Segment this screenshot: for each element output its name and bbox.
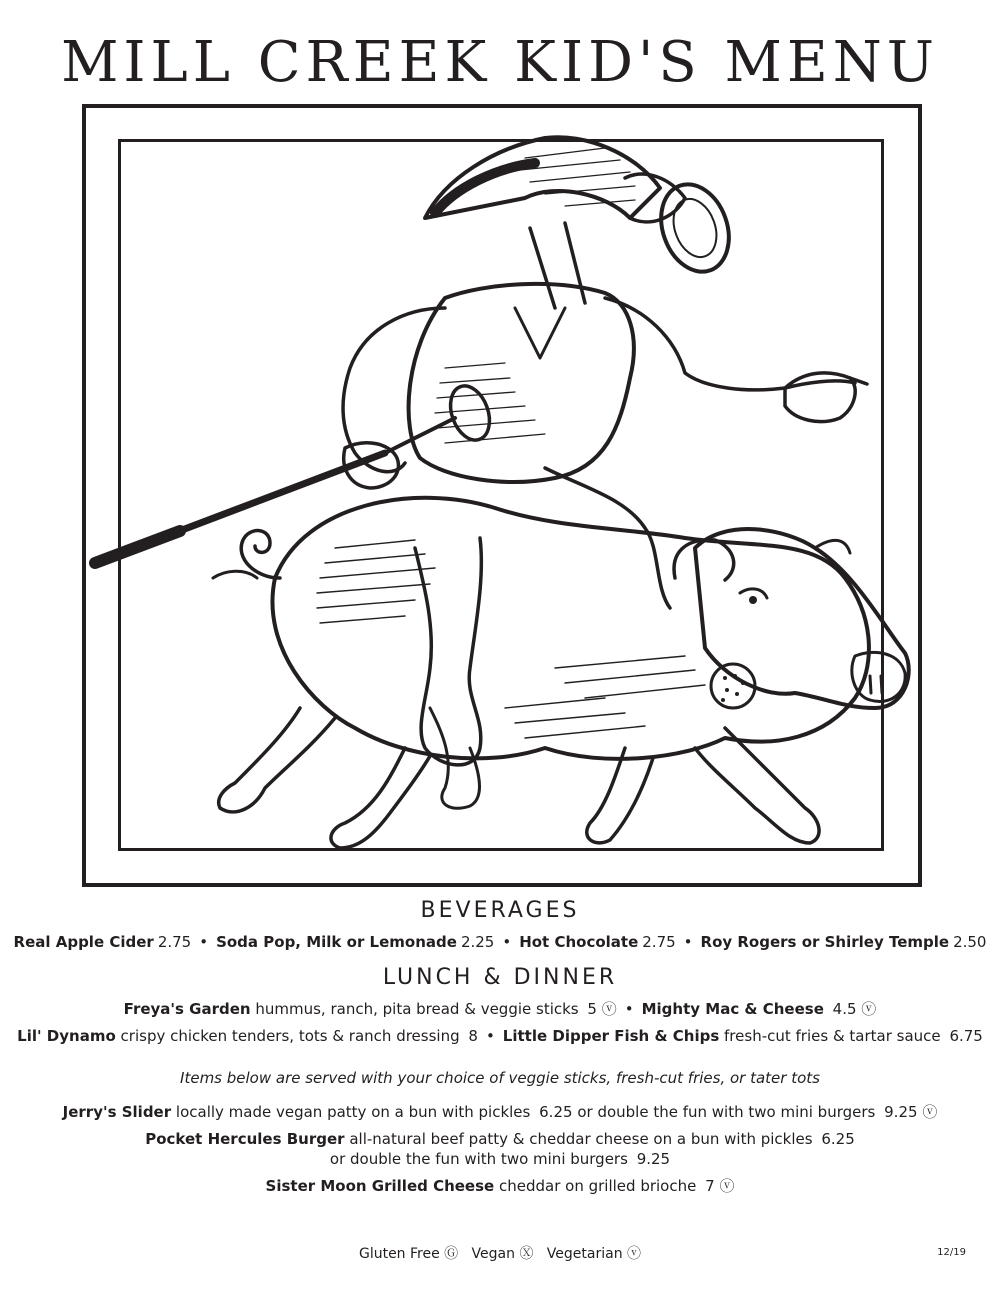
separator: • xyxy=(199,933,209,951)
separator: • xyxy=(502,933,512,951)
menu-item-extra: or double the fun with two mini burgers xyxy=(329,1150,628,1168)
hammer-headed-rider-on-pig-illustration xyxy=(85,108,913,876)
legend-label: Vegan xyxy=(471,1246,515,1262)
menu-item-price: 8 xyxy=(468,1027,478,1045)
menu-item-extra-price: 9.25 xyxy=(636,1150,671,1168)
menu-item-desc: hummus, ranch, pita bread & veggie sticks xyxy=(255,1000,579,1018)
beverage-name: Real Apple Cider xyxy=(13,933,154,951)
menu-item-name: Little Dipper Fish & Chips xyxy=(502,1027,720,1045)
dietary-legend xyxy=(0,1243,1000,1263)
beverage-price: 2.50 xyxy=(953,933,987,951)
menu-item-price: 4.5 xyxy=(832,1000,857,1018)
vegetarian-icon: ⓥ xyxy=(627,1246,642,1262)
menu-item-price: 6.25 xyxy=(821,1130,855,1148)
vegetarian-icon: ⓥ xyxy=(861,1000,877,1018)
lunch-dinner-heading: LUNCH & DINNER xyxy=(382,965,618,990)
beverage-name: Soda Pop, Milk or Lemonade xyxy=(216,933,457,951)
menu-item-price: 6.75 xyxy=(949,1027,983,1045)
vegetarian-icon: ⓥ xyxy=(601,1000,617,1018)
menu-item-name: Freya's Garden xyxy=(123,1000,251,1018)
menu-item-desc: locally made vegan patty on a bun with pickles xyxy=(175,1103,531,1121)
legend-label: Gluten Free xyxy=(358,1246,440,1262)
menu-title: MILL CREEK KID'S MENU xyxy=(61,30,939,95)
lunch-row-1 xyxy=(0,999,1000,1019)
beverage-name: Roy Rogers or Shirley Temple xyxy=(700,933,950,951)
menu-item-price: 6.25 xyxy=(539,1103,573,1121)
lunch-row-2 xyxy=(0,1026,1000,1046)
vegan-icon: Ⓧ xyxy=(519,1246,534,1262)
beverages-heading: BEVERAGES xyxy=(420,898,580,923)
gluten-free-icon: Ⓖ xyxy=(444,1246,459,1262)
menu-item-desc: all-natural beef patty & cheddar cheese on a bun with pickles xyxy=(349,1130,813,1148)
sides-item-2 xyxy=(0,1129,1000,1149)
sides-item-3 xyxy=(0,1176,1000,1196)
legend-label: Vegetarian xyxy=(546,1246,623,1262)
separator: • xyxy=(485,1027,495,1045)
sides-item-2-extra xyxy=(0,1149,1000,1169)
menu-item-name: Mighty Mac & Cheese xyxy=(641,1000,824,1018)
separator: • xyxy=(624,1000,634,1018)
sides-item-1 xyxy=(0,1102,1000,1122)
menu-item-name: Jerry's Slider xyxy=(62,1103,172,1121)
separator: • xyxy=(683,933,693,951)
vegetarian-icon: ⓥ xyxy=(719,1177,735,1195)
beverage-name: Hot Chocolate xyxy=(519,933,639,951)
menu-item-extra-price: 9.25 xyxy=(884,1103,918,1121)
menu-item-name: Lil' Dynamo xyxy=(17,1027,116,1045)
beverages-list xyxy=(0,932,1000,952)
beverage-price: 2.25 xyxy=(460,933,495,951)
menu-item-extra: or double the fun with two mini burgers xyxy=(577,1103,876,1121)
menu-item-name: Sister Moon Grilled Cheese xyxy=(265,1177,495,1195)
menu-item-price: 5 xyxy=(587,1000,597,1018)
sides-note: Items below are served with your choice of veggie sticks, fresh-cut fries, or tater tots xyxy=(180,1069,820,1087)
beverage-price: 2.75 xyxy=(642,933,676,951)
menu-item-name: Pocket Hercules Burger xyxy=(145,1130,345,1148)
beverage-price: 2.75 xyxy=(157,933,192,951)
menu-date: 12/19 xyxy=(937,1247,966,1258)
menu-item-price: 7 xyxy=(705,1177,715,1195)
menu-item-desc: crispy chicken tenders, tots & ranch dressing xyxy=(120,1027,460,1045)
menu-item-desc: cheddar on grilled brioche xyxy=(499,1177,697,1195)
vegetarian-icon: ⓥ xyxy=(922,1103,938,1121)
menu-item-desc: fresh-cut fries & tartar sauce xyxy=(724,1027,941,1045)
